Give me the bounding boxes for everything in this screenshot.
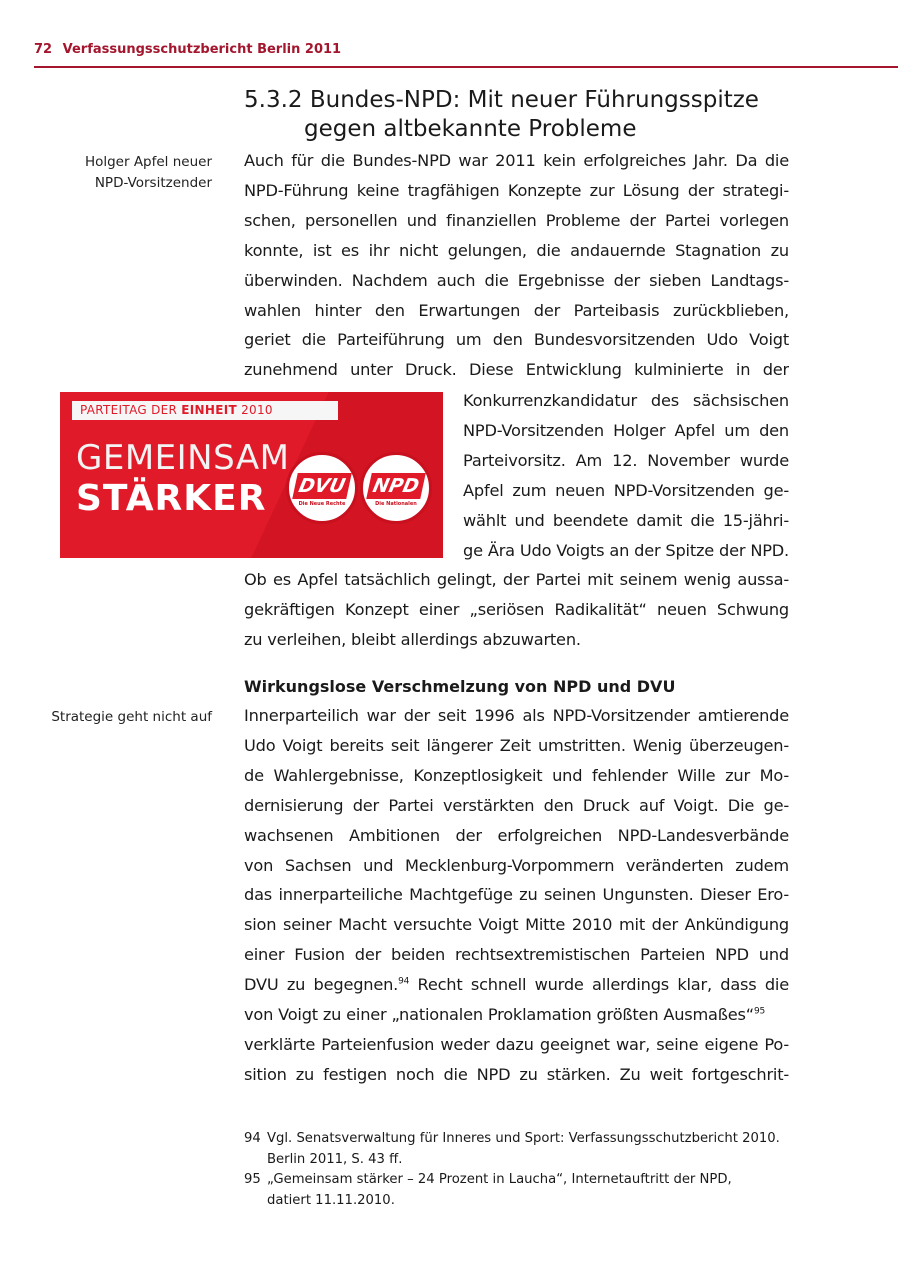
section-title <box>244 86 804 144</box>
text-line: wahlen hinter den Erwartungen der Parteibasis zurückblieben, <box>244 300 789 320</box>
text-line: sion seiner Macht versuchte Voigt Mitte 2010 mit der Ankündigung <box>244 915 789 935</box>
running-title: Verfassungsschutzbericht Berlin 2011 <box>62 42 342 57</box>
text-line-fn95 <box>244 1000 789 1030</box>
text-line: das innerparteiliche Machtgefüge zu seinen Ungunsten. Dieser Ero- <box>244 885 789 905</box>
footnote-95 <box>244 1170 804 1211</box>
text-line: Innerparteilich war der seit 1996 als NPD-Vorsitzender amtierende <box>244 706 789 725</box>
npd-banner-image <box>60 392 443 558</box>
dvu-logo <box>286 452 358 524</box>
text-fragment: Recht schnell wurde allerdings klar, dass die <box>409 975 789 995</box>
text-line: geriet die Parteiführung um den Bundesvorsitzenden Udo Voigt <box>244 330 789 350</box>
footnote-text: Berlin 2011, S. 43 ff. <box>267 1151 403 1167</box>
banner-word-staerker: STÄRKER <box>76 478 267 519</box>
dvu-logo-sub: Die Neue Rechte <box>298 501 346 507</box>
text-fragment: DVU zu begegnen. <box>244 975 399 995</box>
margin-note-apfel <box>20 152 212 194</box>
text-line: dernisierung der Partei verstärkten den Druck auf Voigt. Die ge- <box>244 795 789 815</box>
footnote-number: 94 <box>244 1131 261 1146</box>
margin-note-line: NPD-Vorsitzender <box>94 175 212 191</box>
text-line: überwinden. Nachdem auch die Ergebnisse der sieben Landtags- <box>244 270 789 290</box>
text-line: zu verleihen, bleibt allerdings abzuwarten. <box>244 629 581 649</box>
running-header <box>34 42 898 68</box>
npd-logo <box>360 452 432 524</box>
section-title-line: 5.3.2 Bundes-NPD: Mit neuer Führungsspitze <box>244 87 759 113</box>
banner-word-gemeinsam: GEMEINSAM <box>76 438 290 478</box>
text-line: verklärte Parteienfusion weder dazu geeignet war, seine eigene Po- <box>244 1034 789 1054</box>
text-line: NPD-Vorsitzenden Holger Apfel um den <box>463 420 789 440</box>
margin-note-strategie: Strategie geht nicht auf <box>51 709 212 725</box>
text-line: Parteivorsitz. Am 12. November wurde <box>463 450 789 470</box>
banner-tag-year: 2010 <box>236 403 273 417</box>
paragraph-1-end <box>244 565 789 655</box>
text-line: Auch für die Bundes-NPD war 2011 kein erfolgreiches Jahr. Da die <box>244 151 789 170</box>
footnote-text: Vgl. Senatsverwaltung für Inneres und Sport: Verfassungsschutzbericht 2010. <box>267 1131 780 1146</box>
paragraph-1-top <box>244 146 789 385</box>
banner-tag-prefix: PARTEITAG DER <box>80 403 182 417</box>
subheading: Wirkungslose Verschmelzung von NPD und DVU <box>244 677 676 696</box>
text-line: schen, personellen und finanziellen Probleme der Partei vorlegen <box>244 210 789 230</box>
footnotes <box>244 1129 804 1211</box>
dvu-logo-text: DVU <box>292 473 352 499</box>
paragraph-2 <box>244 701 789 1090</box>
section-title-line: gegen altbekannte Probleme <box>304 116 637 142</box>
npd-logo-sub: Die Nationalen <box>375 501 417 507</box>
text-line: konnte, ist es ihr nicht gelungen, die andauernde Stagnation zu <box>244 240 789 260</box>
footnote-ref-95[interactable]: 95 <box>753 1006 766 1017</box>
text-line: von Sachsen und Mecklenburg-Vorpommern veränderten zudem <box>244 855 789 875</box>
footnote-ref-94[interactable]: 94 <box>398 976 410 987</box>
footnote-text: datiert 11.11.2010. <box>267 1192 395 1208</box>
footnote-text: „Gemeinsam stärker – 24 Prozent in Laucha“, Internetauftritt der NPD, <box>267 1172 732 1187</box>
text-fragment: von Voigt zu einer „nationalen Proklamation größten Ausmaßes“ <box>244 1005 754 1025</box>
text-line: ge Ära Udo Voigts an der Spitze der NPD. <box>463 540 789 560</box>
text-line: wählt und beendete damit die 15-jähri- <box>463 510 789 530</box>
paragraph-1-wrap <box>463 386 789 565</box>
text-line: Apfel zum neuen NPD-Vorsitzenden ge- <box>463 480 789 500</box>
footnote-number: 95 <box>244 1172 261 1187</box>
text-line: einer Fusion der beiden rechtsextremistischen Parteien NPD und <box>244 945 789 965</box>
text-line: Konkurrenzkandidatur des sächsischen <box>463 391 789 410</box>
text-line-fn94 <box>244 970 789 1000</box>
text-line: de Wahlergebnisse, Konzeptlosigkeit und fehlender Wille zur Mo- <box>244 765 789 785</box>
text-line: gekräftigen Konzept einer „seriösen Radikalität“ neuen Schwung <box>244 599 789 619</box>
text-line: zunehmend unter Druck. Diese Entwicklung kulminierte in der <box>244 360 789 380</box>
text-line: wachsenen Ambitionen der erfolgreichen NPD-Landesverbände <box>244 825 789 845</box>
text-line: sition zu festigen noch die NPD zu stärken. Zu weit fortgeschrit- <box>244 1064 789 1084</box>
text-line: Udo Voigt bereits seit längerer Zeit umstritten. Wenig überzeugen- <box>244 735 789 755</box>
npd-logo-text: NPD <box>366 473 426 499</box>
footnote-94 <box>244 1129 804 1170</box>
text-line: Ob es Apfel tatsächlich gelingt, der Partei mit seinem wenig aussa- <box>244 570 789 589</box>
banner-tag <box>72 401 338 420</box>
margin-note-line: Holger Apfel neuer <box>84 154 212 170</box>
banner-tag-bold: EINHEIT <box>181 403 237 417</box>
page-number: 72 <box>34 42 53 57</box>
text-line: NPD-Führung keine tragfähigen Konzepte zur Lösung der strategi- <box>244 180 789 200</box>
